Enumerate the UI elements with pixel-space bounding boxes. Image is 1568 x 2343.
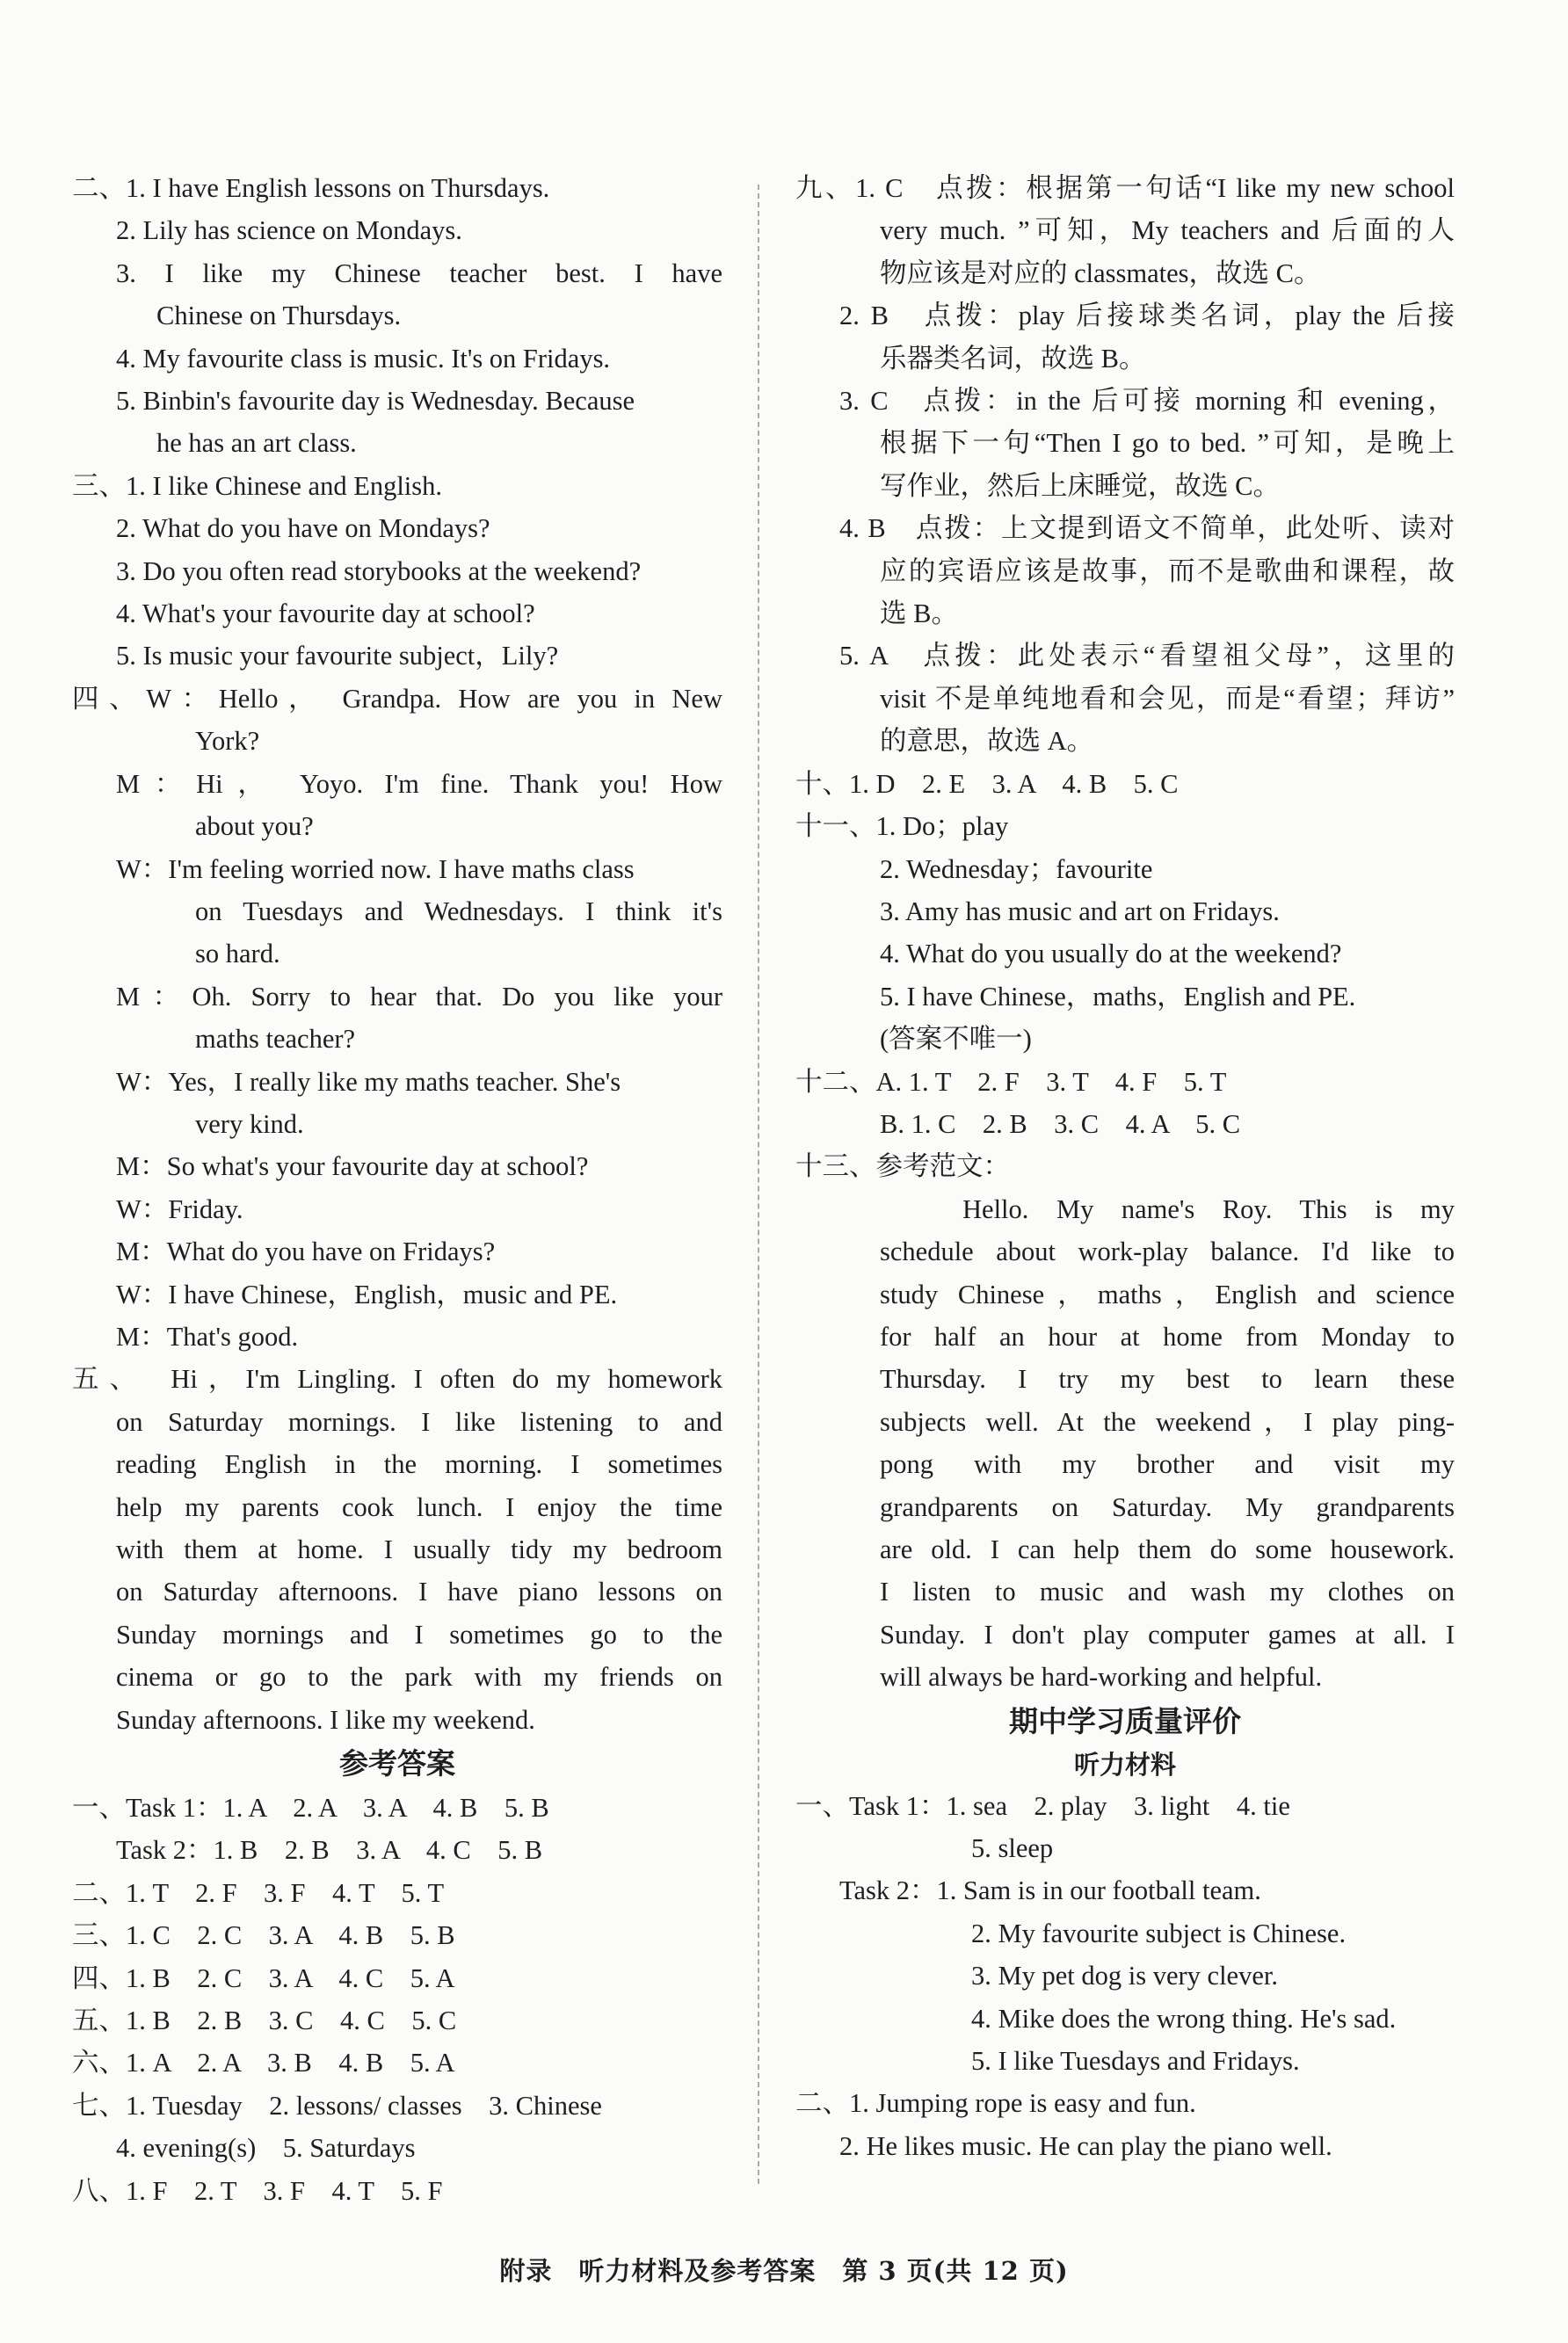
text-line: 2. B 点拨：play 后接球类名词，play the 后接: [839, 301, 1455, 331]
text-line: subjects well. At the weekend，I play ping-: [880, 1406, 1455, 1437]
text-line: 二、1. T 2. F 3. F 4. T 5. T: [72, 1877, 445, 1908]
text-line: 十三、参考范文：: [795, 1151, 1010, 1182]
text-line: 六、1. A 2. A 3. B 4. B 5. A: [72, 2048, 455, 2078]
text-line: with them at home. I usually tidy my bedroom: [116, 1534, 722, 1564]
text-line: 七、1. Tuesday 2. lessons/ classes 3. Chinese: [72, 2090, 602, 2121]
text-line: 3. Do you often read storybooks at the weekend?: [116, 555, 642, 586]
text-line: 九、1. C 点拨：根据第一句话“I like my new school: [795, 173, 1455, 203]
text-line: on Saturday afternoons. I have piano lessons on: [116, 1577, 722, 1607]
text-line: 乐器类名词，故选 B。: [880, 343, 1146, 374]
text-line: 十二、A. 1. T 2. F 3. T 4. F 5. T: [795, 1066, 1227, 1097]
text-line: B. 1. C 2. B 3. C 4. A 5. C: [880, 1108, 1241, 1139]
text-line: 物应该是对应的 classmates，故选 C。: [880, 258, 1321, 288]
text-line: 5. sleep: [971, 1833, 1054, 1864]
text-line: 四、W：Hello， Grandpa. How are you in New: [72, 683, 722, 714]
text-line: 3. My pet dog is very clever.: [971, 1961, 1278, 1991]
text-line: M：Hi， Yoyo. I'm fine. Thank you! How: [116, 768, 722, 799]
text-line: reading English in the morning. I sometimes: [116, 1449, 722, 1480]
text-line: visit 不是单纯地看和会见，而是“看望；拜访”: [880, 683, 1455, 714]
text-line: so hard.: [195, 939, 280, 969]
text-line: 3. C 点拨：in the 后可接 morning 和 evening，: [839, 386, 1455, 417]
text-line: cinema or go to the park with my friends on: [116, 1662, 722, 1693]
text-line: 选 B。: [880, 598, 958, 629]
text-line: W：Friday.: [116, 1193, 243, 1224]
text-line: W：Yes，I really like my maths teacher. She's: [116, 1066, 621, 1097]
text-line: 4. What do you usually do at the weekend?: [880, 939, 1342, 969]
text-line: 五、1. B 2. B 3. C 4. C 5. C: [72, 2006, 457, 2036]
text-line: on Tuesdays and Wednesdays. I think it's: [195, 896, 722, 926]
text-line: 5. I like Tuesdays and Fridays.: [971, 2046, 1300, 2077]
text-line: 十、1. D 2. E 3. A 4. B 5. C: [795, 768, 1179, 799]
text-line: M：Oh. Sorry to hear that. Do you like your: [116, 981, 722, 1012]
text-line: 4. My favourite class is music. It's on Fridays.: [116, 343, 611, 374]
text-line: 2. Lily has science on Mondays.: [116, 215, 462, 246]
text-line: I listen to music and wash my clothes on: [880, 1577, 1455, 1607]
section-heading: 参考答案: [339, 1746, 455, 1781]
text-line: 4. What's your favourite day at school?: [116, 598, 535, 629]
text-line: Task 2：1. Sam is in our football team.: [839, 1875, 1261, 1906]
text-line: 2. What do you have on Mondays?: [116, 513, 490, 544]
text-line: Thursday. I try my best to learn these: [880, 1364, 1455, 1395]
text-line: M：What do you have on Fridays?: [116, 1237, 496, 1267]
text-line: W：I'm feeling worried now. I have maths class: [116, 853, 635, 884]
text-line: 4. evening(s) 5. Saturdays: [116, 2133, 416, 2164]
text-line: 八、1. F 2. T 3. F 4. T 5. F: [72, 2175, 443, 2206]
text-line: 2. My favourite subject is Chinese.: [971, 1918, 1347, 1948]
text-line: maths teacher?: [195, 1024, 356, 1055]
text-line: Sunday. I don't play computer games at all. I: [880, 1619, 1455, 1650]
text-line: W：I have Chinese，English，music and PE.: [116, 1279, 618, 1309]
text-line: 4. Mike does the wrong thing. He's sad.: [971, 2003, 1397, 2034]
text-line: 5. Binbin's favourite day is Wednesday. Because: [116, 386, 635, 417]
column-divider: [758, 185, 759, 2184]
text-line: 5. A 点拨：此处表示“看望祖父母”，这里的: [839, 641, 1455, 671]
text-line: 一、Task 1：1. A 2. A 3. A 4. B 5. B: [72, 1793, 549, 1824]
section-heading: 听力材料: [1073, 1749, 1176, 1780]
text-line: about you?: [195, 811, 314, 842]
text-line: schedule about work-play balance. I'd like to: [880, 1237, 1455, 1267]
text-line: 应的宾语应该是故事，而不是歌曲和课程，故: [880, 555, 1455, 586]
text-line: are old. I can help them do some housework.: [880, 1534, 1455, 1564]
text-line: (答案不唯一): [880, 1024, 1032, 1055]
text-line: 5. I have Chinese，maths，English and PE.: [880, 981, 1356, 1012]
text-line: study Chinese，maths，English and science: [880, 1279, 1455, 1309]
text-line: 3. I like my Chinese teacher best. I have: [116, 258, 722, 288]
text-line: will always be hard-working and helpful.: [880, 1662, 1323, 1693]
text-line: 二、1. I have English lessons on Thursdays.: [72, 173, 550, 203]
text-line: 5. Is music your favourite subject，Lily?: [116, 641, 559, 671]
text-line: pong with my brother and visit my: [880, 1449, 1455, 1480]
text-line: York?: [195, 726, 260, 757]
text-line: 三、1. I like Chinese and English.: [72, 470, 443, 501]
text-line: 四、1. B 2. C 3. A 4. C 5. A: [72, 1962, 455, 1993]
section-heading: 期中学习质量评价: [1009, 1703, 1241, 1738]
text-line: 写作业，然后上床睡觉，故选 C。: [880, 470, 1280, 501]
text-line: he has an art class.: [156, 428, 357, 459]
text-line: on Saturday mornings. I like listening to and: [116, 1406, 722, 1437]
text-line: Sunday mornings and I sometimes go to the: [116, 1619, 722, 1650]
text-line: Task 2：1. B 2. B 3. A 4. C 5. B: [116, 1835, 543, 1866]
text-line: 三、1. C 2. C 3. A 4. B 5. B: [72, 1920, 455, 1951]
text-line: for half an hour at home from Monday to: [880, 1321, 1455, 1352]
text-line: 2. Wednesday；favourite: [880, 853, 1153, 884]
text-line: 2. He likes music. He can play the piano well.: [839, 2130, 1332, 2161]
text-line: 五、 Hi，I'm Lingling. I often do my homework: [72, 1364, 722, 1395]
text-line: Hello. My name's Roy. This is my: [962, 1193, 1455, 1224]
text-line: 3. Amy has music and art on Fridays.: [880, 896, 1280, 926]
text-line: M：So what's your favourite day at school?: [116, 1151, 589, 1182]
left-column: [72, 167, 722, 2212]
text-line: very much. ”可知，My teachers and 后面的人: [880, 215, 1455, 246]
text-line: 十一、1. Do；play: [795, 811, 1009, 842]
text-line: 一、Task 1：1. sea 2. play 3. light 4. tie: [795, 1790, 1290, 1821]
text-line: 根据下一句“Then I go to bed. ”可知，是晚上: [880, 428, 1455, 459]
text-line: M：That's good.: [116, 1321, 299, 1352]
text-line: very kind.: [195, 1108, 304, 1139]
right-column: [795, 167, 1455, 2167]
text-line: 4. B 点拨：上文提到语文不简单，此处听、读对: [839, 513, 1455, 544]
text-line: Chinese on Thursdays.: [156, 301, 402, 331]
text-line: grandparents on Saturday. My grandparents: [880, 1491, 1455, 1522]
text-line: 的意思，故选 A。: [880, 726, 1094, 757]
text-line: help my parents cook lunch. I enjoy the time: [116, 1491, 722, 1522]
page-footer: 附录 听力材料及参考答案 第 3 页(共 12 页): [499, 2256, 1069, 2286]
text-line: 二、1. Jumping rope is easy and fun.: [795, 2088, 1196, 2119]
text-line: Sunday afternoons. I like my weekend.: [116, 1704, 535, 1735]
